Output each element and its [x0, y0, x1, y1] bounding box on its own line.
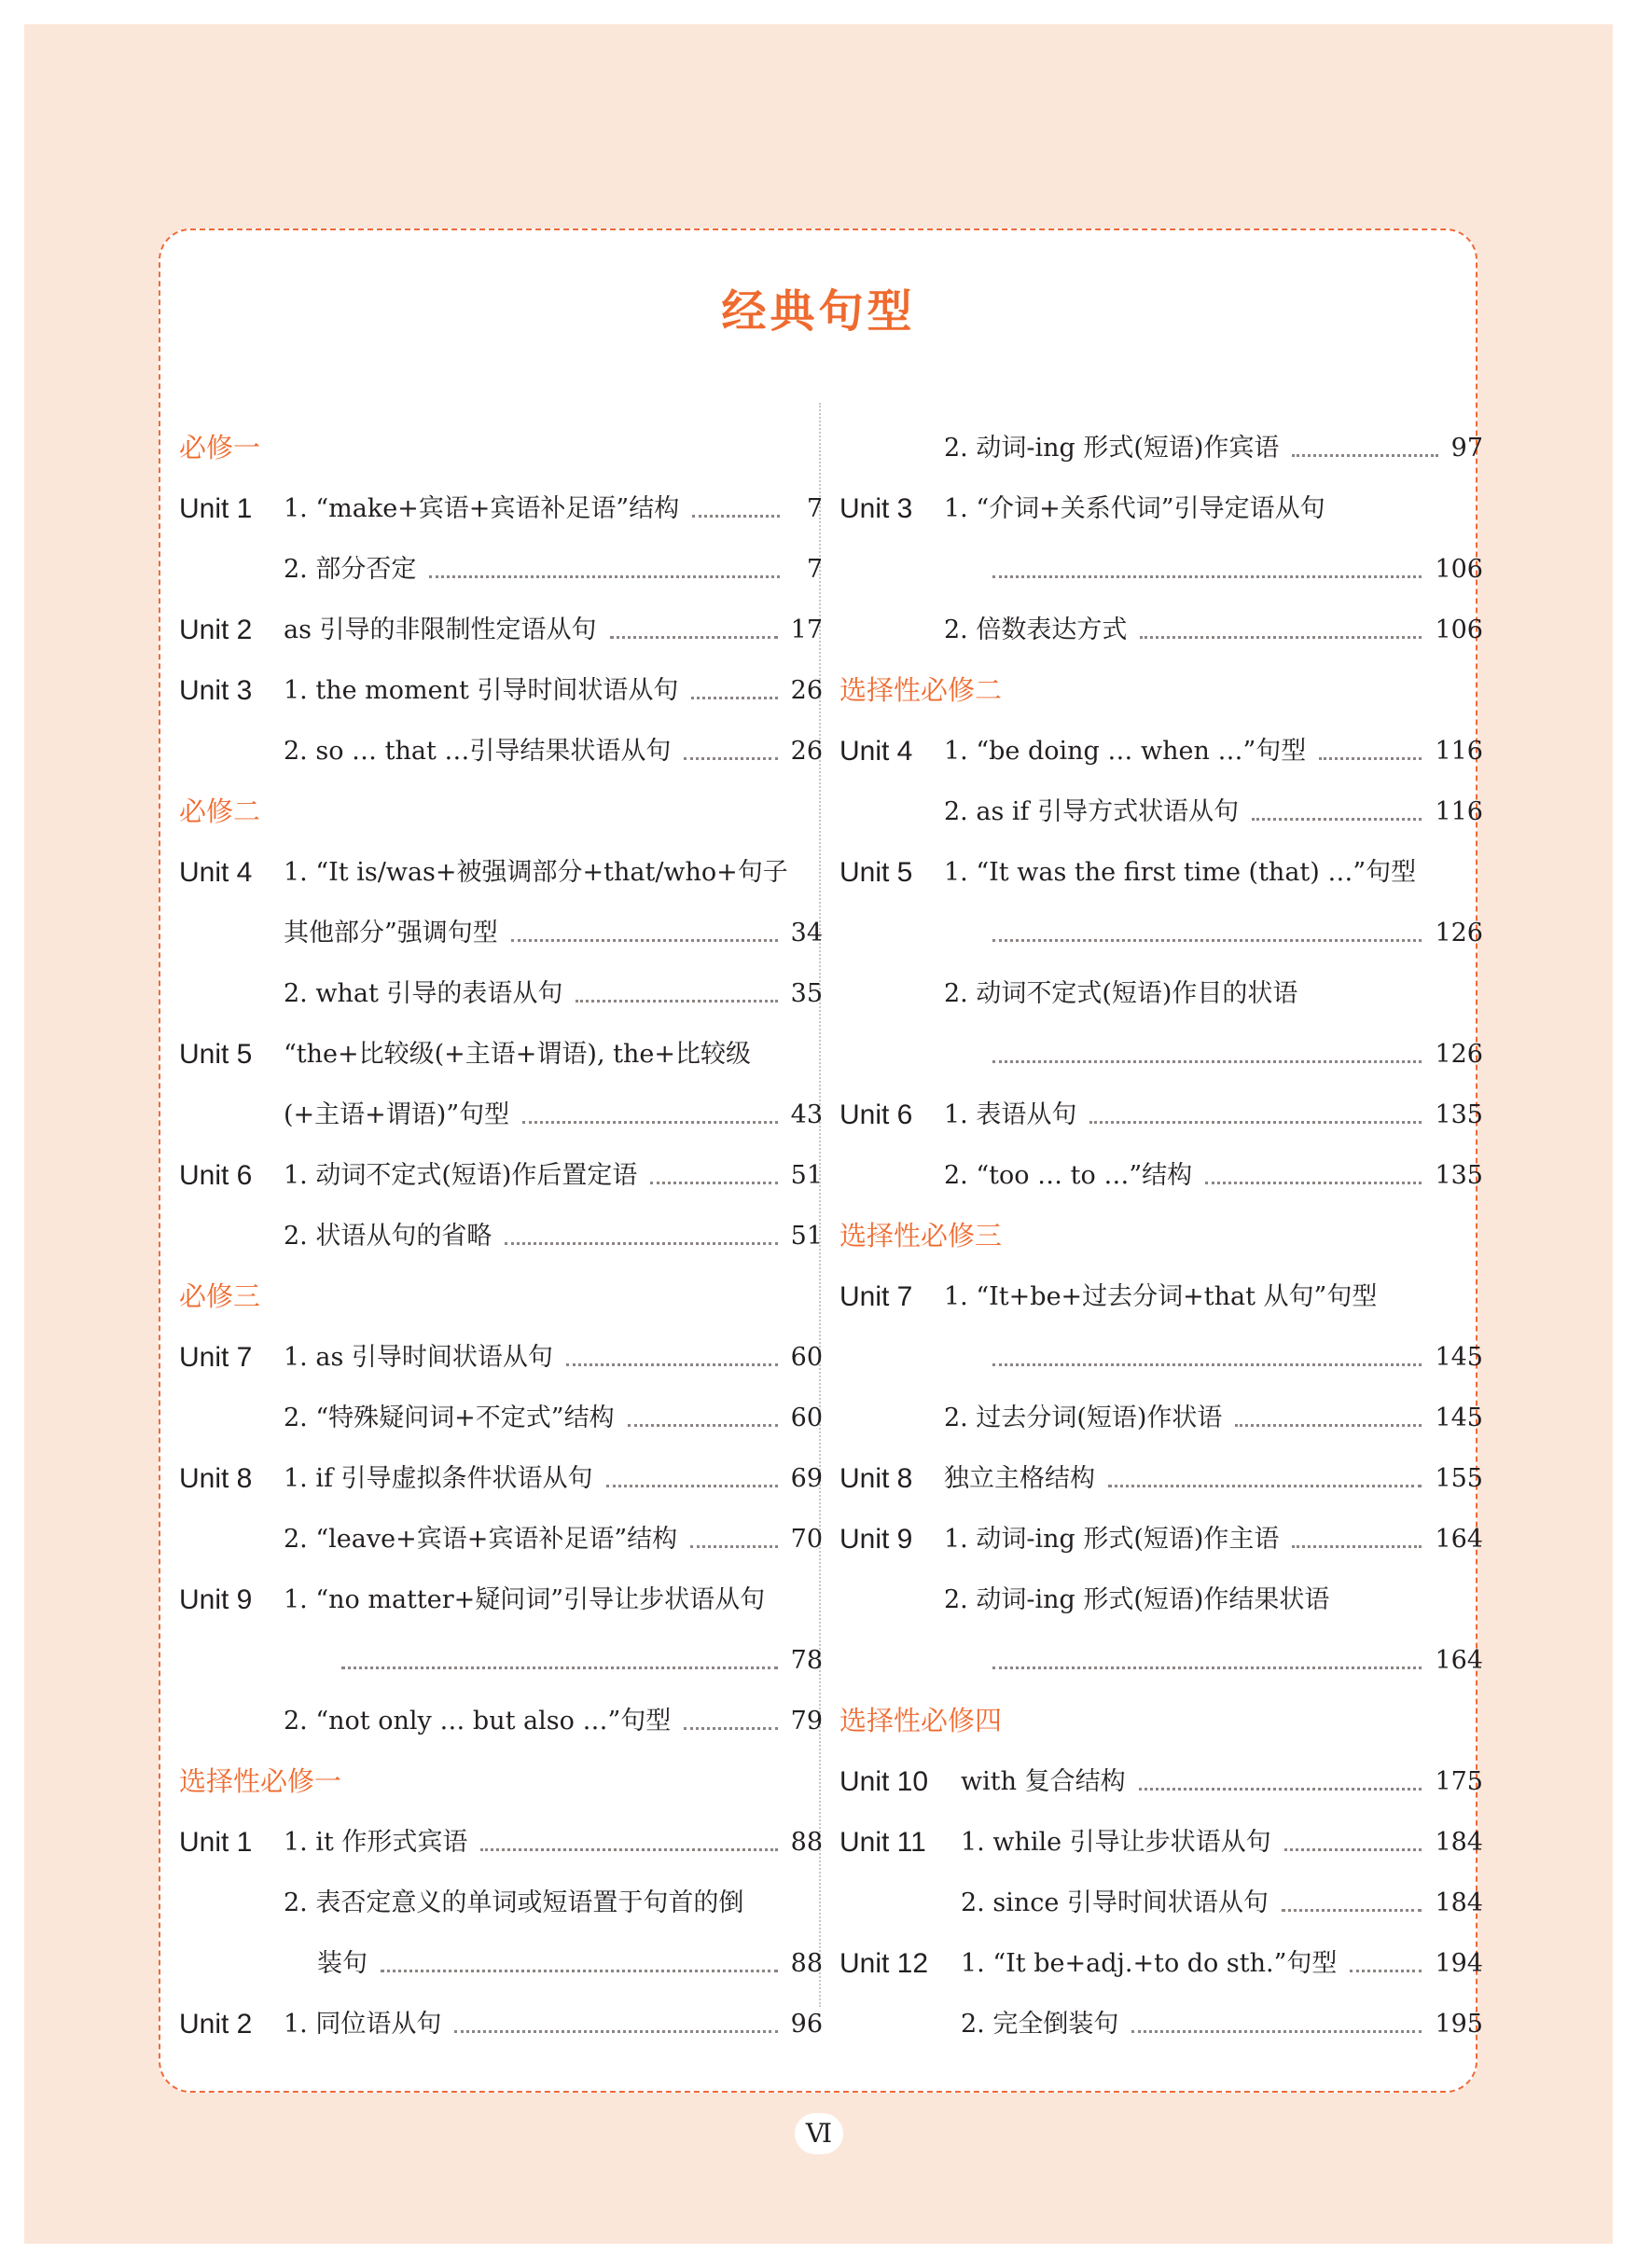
unit-label: Unit 5	[839, 857, 913, 888]
toc-entry	[179, 1873, 823, 1933]
page-ref: 106	[1435, 555, 1483, 584]
page-ref: 164	[1435, 1525, 1483, 1554]
page-ref: 51	[790, 1161, 823, 1190]
page-ref: 51	[790, 1222, 823, 1251]
dot-leader	[576, 1000, 777, 1003]
entry-text: 2. what 引导的表语从句	[284, 979, 563, 1008]
entry-text: 独立主格结构	[944, 1464, 1095, 1493]
page-ref: 26	[790, 737, 823, 766]
entry-text: 1. “be doing … when …”句型	[944, 737, 1307, 766]
dot-leader	[692, 515, 780, 518]
dot-leader	[1139, 1788, 1422, 1791]
entry-text: 2. 部分否定	[284, 555, 417, 584]
entry-text: 2. “特殊疑问词+不定式”结构	[284, 1404, 615, 1432]
entry-text: 1. “介词+关系代词”引导定语从句	[944, 494, 1325, 523]
section-heading: 选择性必修三	[839, 1220, 1003, 1252]
dot-leader	[480, 1848, 777, 1851]
page-ref: 7	[806, 494, 823, 523]
section-heading: 选择性必修二	[839, 674, 1003, 706]
dot-leader	[1089, 1121, 1422, 1124]
dot-leader	[684, 757, 777, 760]
toc-entry	[839, 1812, 1483, 1873]
page-ref: 126	[1435, 1040, 1483, 1069]
entry-text: 2. 动词不定式(短语)作目的状语	[944, 979, 1298, 1008]
entry-text: 2. since 引导时间状语从句	[961, 1888, 1269, 1917]
page-ref: 135	[1435, 1161, 1483, 1190]
toc-entry	[839, 1327, 1483, 1388]
toc-entry	[839, 600, 1483, 660]
entry-text: 1. while 引导让步状语从句	[961, 1828, 1271, 1857]
unit-label: Unit 9	[839, 1524, 913, 1555]
page-ref: 96	[790, 2010, 823, 2039]
toc-entry	[179, 1933, 823, 1994]
entry-text: 2. 状语从句的省略	[284, 1222, 492, 1251]
page-ref: 60	[790, 1343, 823, 1372]
toc-entry	[839, 539, 1483, 600]
toc-entry	[179, 1388, 823, 1448]
page-ref: 34	[790, 919, 823, 947]
toc-entry	[839, 1388, 1483, 1448]
entry-text: 2. “not only … but also …”句型	[284, 1707, 672, 1736]
page-ref: 145	[1435, 1404, 1483, 1432]
toc-entry	[179, 478, 823, 539]
entry-text: 1. “It was the first time (that) …”句型	[944, 858, 1417, 887]
entry-text: 1. the moment 引导时间状语从句	[284, 676, 679, 705]
section-heading: 选择性必修四	[839, 1705, 1003, 1736]
entry-text: 2. 动词-ing 形式(短语)作宾语	[944, 434, 1280, 463]
dot-leader	[429, 575, 780, 578]
unit-label: Unit 6	[839, 1099, 913, 1130]
page-ref: 70	[790, 1525, 823, 1554]
entry-text: 1. “It+be+过去分词+that 从句”句型	[944, 1282, 1378, 1311]
toc-entry	[839, 1933, 1483, 1994]
dot-leader	[1284, 1848, 1422, 1851]
toc-entry	[839, 842, 1483, 903]
toc-entry	[839, 963, 1483, 1024]
section-heading: 必修二	[179, 795, 261, 827]
entry-text: 1. it 作形式宾语	[284, 1828, 468, 1857]
page-ref: 60	[790, 1404, 823, 1432]
page-ref: 69	[790, 1464, 823, 1493]
toc-entry	[839, 478, 1483, 539]
page-ref: 35	[790, 979, 823, 1008]
dot-leader	[1205, 1182, 1422, 1184]
dot-leader	[992, 1060, 1422, 1063]
page-ref: 126	[1435, 919, 1483, 947]
toc-entry	[179, 1691, 823, 1751]
section-heading: 必修一	[179, 432, 261, 463]
dot-leader	[650, 1182, 777, 1184]
page-ref: 78	[790, 1646, 823, 1675]
toc-entry	[179, 660, 823, 721]
entry-text: 1. 同位语从句	[284, 2010, 442, 2039]
toc-entry	[839, 903, 1483, 963]
toc-entry	[839, 1448, 1483, 1509]
toc-entry	[839, 721, 1483, 781]
toc-entry	[179, 1994, 823, 2054]
unit-label: Unit 8	[839, 1463, 913, 1494]
page-ref: 194	[1435, 1949, 1483, 1978]
entry-text: 2. so … that …引导结果状语从句	[284, 737, 672, 766]
toc-entry	[179, 963, 823, 1024]
dot-leader	[628, 1424, 778, 1427]
entry-text: 2. 倍数表达方式	[944, 615, 1128, 644]
toc-entry	[839, 1085, 1483, 1145]
toc-entry	[179, 1024, 823, 1085]
entry-text: 1. 表语从句	[944, 1100, 1077, 1129]
unit-label: Unit 3	[179, 675, 253, 706]
toc-entry	[839, 1509, 1483, 1570]
page-ref: 155	[1435, 1464, 1483, 1493]
entry-text: (+主语+谓语)”句型	[284, 1100, 510, 1129]
dot-leader	[505, 1242, 777, 1245]
dot-leader	[690, 1545, 778, 1548]
entry-text: with 复合结构	[961, 1767, 1126, 1796]
unit-label: Unit 1	[179, 493, 253, 524]
toc-entry	[839, 1024, 1483, 1085]
toc-right-column	[839, 418, 1483, 2054]
page-ref: 88	[790, 1949, 823, 1978]
unit-label: Unit 2	[179, 2009, 253, 2040]
dot-leader	[381, 1970, 778, 1972]
toc-entry	[839, 1873, 1483, 1933]
dot-leader	[1131, 2030, 1422, 2033]
dot-leader	[511, 939, 778, 942]
page-ref: 26	[790, 676, 823, 705]
entry-text: 2. 动词-ing 形式(短语)作结果状语	[944, 1585, 1330, 1614]
toc-entry	[179, 842, 823, 903]
entry-text: 2. 完全倒装句	[961, 2010, 1119, 2039]
toc-entry	[179, 1509, 823, 1570]
entry-text: 装句	[317, 1949, 368, 1978]
unit-label: Unit 8	[179, 1463, 253, 1494]
toc-entry	[179, 1570, 823, 1630]
unit-label: Unit 11	[839, 1827, 926, 1858]
page-ref: 195	[1435, 2010, 1483, 2039]
unit-label: Unit 7	[839, 1281, 913, 1312]
page-ref: 164	[1435, 1646, 1483, 1675]
dot-leader	[1235, 1424, 1422, 1427]
unit-label: Unit 12	[839, 1948, 929, 1979]
dot-leader	[992, 939, 1422, 942]
dot-leader	[610, 636, 778, 639]
page-ref: 145	[1435, 1343, 1483, 1372]
dot-leader	[1292, 454, 1437, 457]
entry-text: 2. 表否定意义的单词或短语置于句首的倒	[284, 1888, 744, 1917]
unit-label: Unit 7	[179, 1342, 253, 1373]
entry-text: 1. as 引导时间状语从句	[284, 1343, 553, 1372]
entry-text: 2. “leave+宾语+宾语补足语”结构	[284, 1525, 678, 1554]
unit-label: Unit 4	[839, 736, 913, 767]
unit-label: Unit 2	[179, 615, 253, 645]
page-ref: 88	[790, 1828, 823, 1857]
toc-entry	[839, 418, 1483, 478]
entry-text: 1. 动词不定式(短语)作后置定语	[284, 1161, 638, 1190]
unit-label: Unit 1	[179, 1827, 253, 1858]
dot-leader	[1140, 636, 1422, 639]
toc-entry	[839, 1630, 1483, 1691]
dot-leader	[992, 575, 1422, 578]
dot-leader	[1108, 1485, 1422, 1487]
page-number: Ⅵ	[795, 2113, 843, 2154]
entry-text: 1. “make+宾语+宾语补足语”结构	[284, 494, 680, 523]
entry-text: 2. as if 引导方式状语从句	[944, 797, 1240, 826]
toc-entry	[839, 1751, 1483, 1812]
dot-leader	[691, 697, 777, 699]
section-heading: 选择性必修一	[179, 1765, 342, 1797]
unit-label: Unit 3	[839, 493, 913, 524]
entry-text: 2. “too … to …”结构	[944, 1161, 1193, 1190]
section-heading: 必修三	[179, 1280, 261, 1312]
toc-entry	[839, 1994, 1483, 2054]
dot-leader	[1282, 1909, 1422, 1912]
entry-text: 2. 过去分词(短语)作状语	[944, 1404, 1223, 1432]
entry-text: 1. if 引导虚拟条件状语从句	[284, 1464, 593, 1493]
dot-leader	[522, 1121, 778, 1124]
page-title: 经典句型	[721, 285, 916, 338]
toc-entry	[179, 903, 823, 963]
dot-leader	[606, 1485, 778, 1487]
page-ref: 7	[806, 555, 823, 584]
page-ref: 184	[1435, 1888, 1483, 1917]
toc-entry	[179, 1085, 823, 1145]
toc-entry	[179, 1812, 823, 1873]
dot-leader	[341, 1666, 778, 1669]
dot-leader	[1292, 1545, 1422, 1548]
toc-entry	[179, 1448, 823, 1509]
dot-leader	[992, 1666, 1422, 1669]
toc-entry	[179, 1206, 823, 1266]
toc-entry	[839, 1145, 1483, 1206]
toc-entry	[839, 781, 1483, 842]
toc-entry	[179, 721, 823, 781]
toc-entry	[179, 600, 823, 660]
toc-left-column	[179, 418, 823, 2054]
toc-entry	[839, 1266, 1483, 1327]
dot-leader	[684, 1727, 777, 1730]
entry-text: “the+比较级(+主语+谓语), the+比较级	[284, 1040, 751, 1069]
page-ref: 97	[1450, 434, 1483, 463]
entry-text: 1. “no matter+疑问词”引导让步状语从句	[284, 1585, 766, 1614]
dot-leader	[1350, 1970, 1422, 1972]
page-ref: 43	[790, 1100, 823, 1129]
page-ref: 184	[1435, 1828, 1483, 1857]
dot-leader	[992, 1363, 1422, 1366]
unit-label: Unit 6	[179, 1160, 253, 1191]
entry-text: 1. 动词-ing 形式(短语)作主语	[944, 1525, 1280, 1554]
entry-text: 1. “It is/was+被强调部分+that/who+句子	[284, 858, 788, 887]
toc-entry	[179, 1630, 823, 1691]
entry-text: 1. “It be+adj.+to do sth.”句型	[961, 1949, 1338, 1978]
page-ref: 106	[1435, 615, 1483, 644]
unit-label: Unit 9	[179, 1584, 253, 1615]
entry-text: 其他部分”强调句型	[284, 919, 498, 947]
dot-leader	[1319, 757, 1422, 760]
unit-label: Unit 10	[839, 1766, 929, 1797]
unit-label: Unit 5	[179, 1039, 253, 1070]
page-ref: 175	[1435, 1767, 1483, 1796]
page-ref: 116	[1435, 797, 1483, 826]
toc-entry	[179, 1327, 823, 1388]
toc-entry	[179, 1145, 823, 1206]
page-ref: 17	[790, 615, 823, 644]
page-ref: 116	[1435, 737, 1483, 766]
entry-text: as 引导的非限制性定语从句	[284, 615, 597, 644]
page-ref: 135	[1435, 1100, 1483, 1129]
unit-label: Unit 4	[179, 857, 253, 888]
dot-leader	[454, 2030, 777, 2033]
dot-leader	[1252, 818, 1422, 821]
page-ref: 79	[790, 1707, 823, 1736]
toc-entry	[839, 1570, 1483, 1630]
dot-leader	[566, 1363, 778, 1366]
toc-entry	[179, 539, 823, 600]
